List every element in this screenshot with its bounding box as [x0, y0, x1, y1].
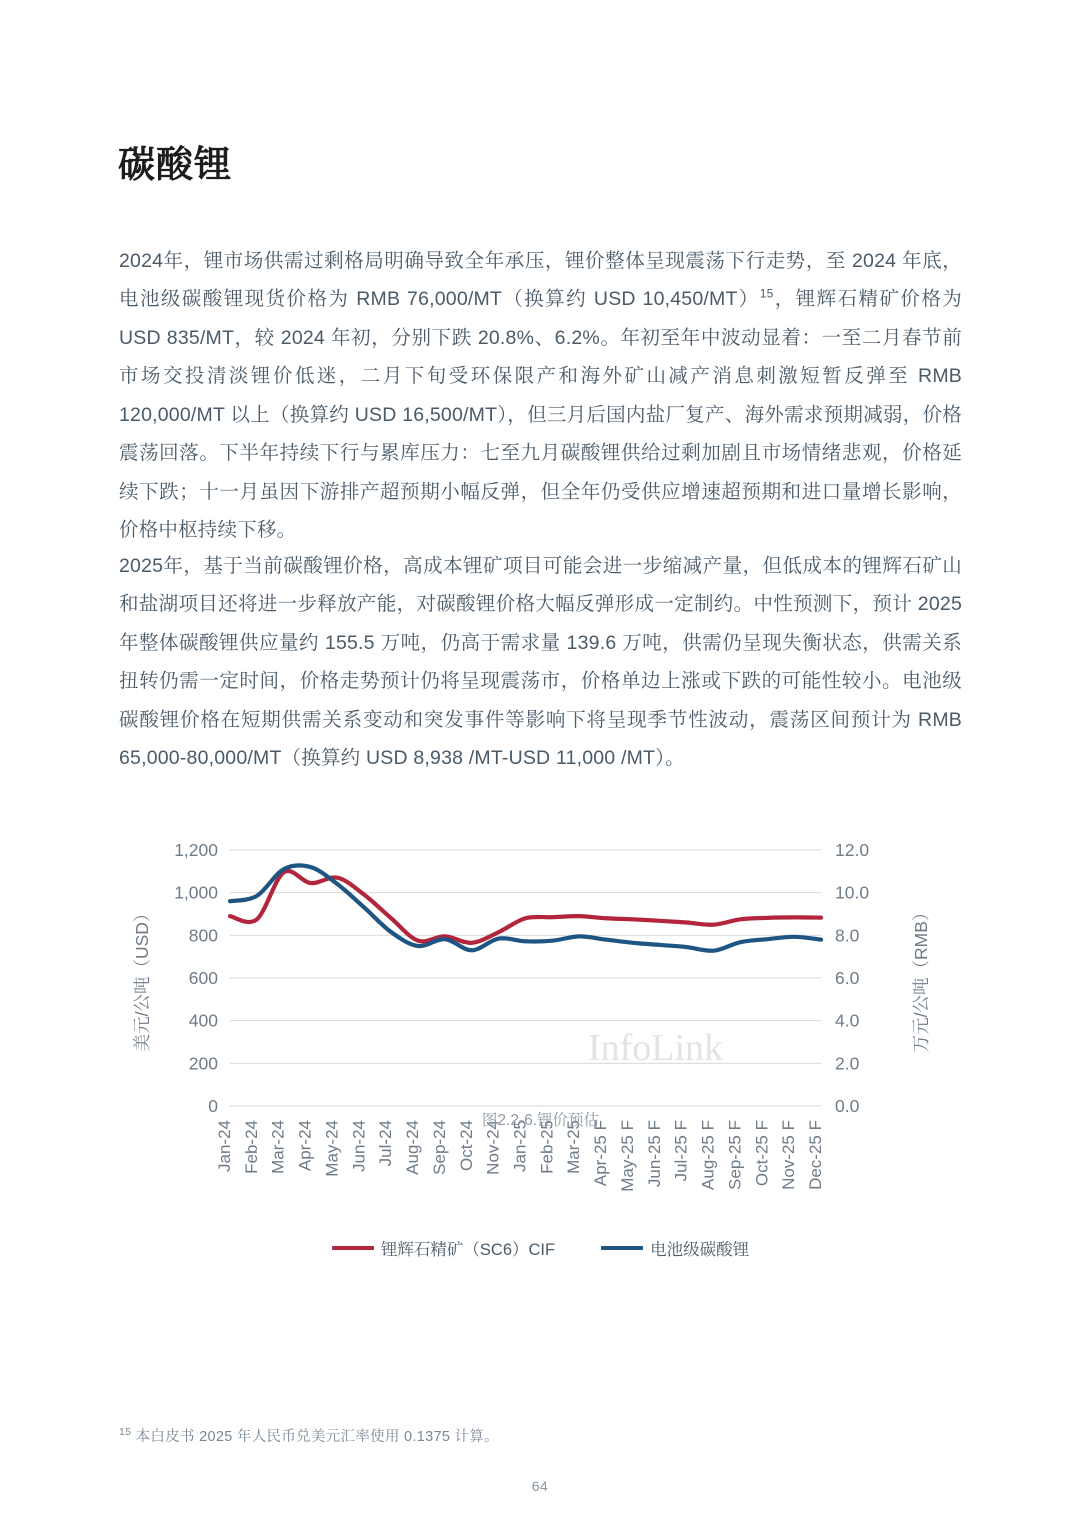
page-number: 64 — [531, 1478, 549, 1494]
paragraph-2025-outlook: 2025年，基于当前碳酸锂价格，高成本锂矿项目可能会进一步缩减产量，但低成本的锂辉石矿山和盐湖项目还将进一步释放产能，对碳酸锂价格大幅反弹形成一定制约。中性预测下，预计 2025 年整体碳酸锂供应量约 155.5 万吨，仍高于需求量 139.6 万吨，供需仍呈现失衡状态，供需关系扭转仍需一定时间，价格走势预计仍将呈现震荡市，价格单边上涨或下跌的可能性较小。电池级碳酸锂价格在短期供需关系变动和突发事件等影响下将呈现季节性波动，震荡区间预计为 RMB 65,000-80,000/MT（换算约 USD 8,938 /MT-USD 11,000 /MT）。 — [119, 554, 962, 769]
y2-axis-tick-label: 8.0 — [835, 925, 860, 946]
lithium-price-forecast-chart — [118, 818, 963, 1338]
y2-axis-tick-label: 6.0 — [835, 968, 860, 988]
page-title: 碳酸锂 — [118, 143, 232, 185]
x-axis-tick-label: Aug-24 — [403, 1120, 423, 1175]
legend-label-spodumene: 锂辉石精矿（SC6）CIF — [380, 1241, 556, 1259]
legend-item-lithium-carbonate[interactable] — [601, 1236, 749, 1260]
chart-watermark: InfoLink — [587, 1027, 724, 1070]
footnote-text: 本白皮书 2025 年人民币兑美元汇率使用 0.1375 计算。 — [131, 1429, 499, 1445]
y-axis-tick-label: 200 — [188, 1053, 218, 1074]
legend-label-lithium-carbonate: 电池级碳酸锂 — [650, 1241, 750, 1259]
x-axis-tick-label: Mar-24 — [268, 1120, 288, 1174]
chart-legend — [118, 1236, 963, 1260]
chart-series-line-1 — [230, 865, 821, 950]
x-axis-tick-label: Jul-24 — [376, 1120, 396, 1167]
x-axis-tick-label: May-24 — [322, 1120, 342, 1177]
y-axis-tick-label: 1,200 — [174, 840, 218, 860]
x-axis-tick-label: May-25 F — [617, 1120, 637, 1192]
legend-swatch-lithium-carbonate — [601, 1246, 643, 1250]
x-axis-tick-label: Jan-24 — [215, 1120, 234, 1172]
paragraph-1-text-after-footnote: ，锂辉石精矿价格为 USD 835/MT，较 2024 年初，分别下跌 20.8%、6.2%。年初至年中波动显着：一至二月春节前市场交投清淡锂价低迷，二月下旬受环保限产和海外矿山减产消息刺激短暂反弹至 RMB 120,000/MT 以上（换算约 USD 16,500/MT），但三月后国内盐厂复产、海外需求预期减弱，价格震荡回落。下半年持续下行与累库压力：七至九月碳酸锂供给过剩加剧且市场情绪悲观，价格延续下跌；十一月虽因下游排产超预期小幅反弹，但全年仍受供应增速超预期和进口量增长影响，价格中枢持续下移。 — [119, 288, 962, 541]
x-axis-tick-label: Jun-24 — [349, 1120, 369, 1172]
legend-swatch-spodumene — [332, 1246, 374, 1250]
y2-axis-tick-label: 4.0 — [835, 1010, 860, 1031]
footnote — [119, 1425, 962, 1446]
chart-series-line-0 — [230, 871, 821, 943]
footnote-reference-15[interactable]: 15 — [759, 286, 774, 301]
paragraph-2024-review — [119, 242, 962, 550]
x-axis-tick-label: Nov-25 F — [779, 1120, 799, 1190]
x-axis-tick-label: Jan-25 — [510, 1120, 530, 1172]
y2-axis-title: 万元/公吨（RMB） — [911, 903, 931, 1053]
y-axis-tick-label: 800 — [188, 925, 218, 946]
x-axis-tick-label: Feb-25 — [537, 1120, 557, 1174]
x-axis-tick-label: Sep-24 — [429, 1120, 449, 1175]
y2-axis-tick-label: 12.0 — [835, 840, 870, 860]
x-axis-tick-label: Jul-25 F — [671, 1120, 691, 1182]
x-axis-tick-label: Jun-25 F — [644, 1120, 664, 1188]
x-axis-tick-label: Aug-25 F — [698, 1120, 718, 1190]
x-axis-tick-label: Oct-25 F — [752, 1120, 772, 1187]
figure-caption: 图2.2-6.锂价预估 — [481, 1112, 600, 1129]
y2-axis-tick-label: 2.0 — [835, 1053, 860, 1074]
x-axis-tick-label: Nov-24 — [483, 1120, 503, 1175]
x-axis-tick-label: Dec-25 F — [806, 1120, 825, 1190]
y-axis-tick-label: 600 — [188, 968, 218, 988]
x-axis-tick-label: Apr-24 — [295, 1120, 315, 1172]
x-axis-tick-label: Apr-25 F — [591, 1120, 611, 1187]
footnote-marker: 15 — [119, 1426, 132, 1439]
y-axis-title: 美元/公吨（USD） — [132, 904, 152, 1052]
x-axis-tick-label: Oct-24 — [456, 1120, 476, 1172]
y-axis-tick-label: 400 — [188, 1010, 218, 1031]
y-axis-tick-label: 0 — [208, 1096, 218, 1116]
y2-axis-tick-label: 10.0 — [835, 882, 870, 903]
y2-axis-tick-label: 0.0 — [835, 1096, 860, 1116]
y-axis-tick-label: 1,000 — [174, 882, 218, 903]
paragraph-1-text-before-footnote: 2024年，锂市场供需过剩格局明确导致全年承压，锂价整体呈现震荡下行走势，至 2024 年底，电池级碳酸锂现货价格为 RMB 76,000/MT（换算约 USD 10,450/MT） — [119, 249, 962, 310]
x-axis-tick-label: Sep-25 F — [725, 1120, 745, 1190]
x-axis-tick-label: Mar-25 — [564, 1120, 584, 1174]
legend-item-spodumene[interactable] — [332, 1236, 555, 1260]
x-axis-tick-label: Feb-24 — [241, 1120, 261, 1174]
